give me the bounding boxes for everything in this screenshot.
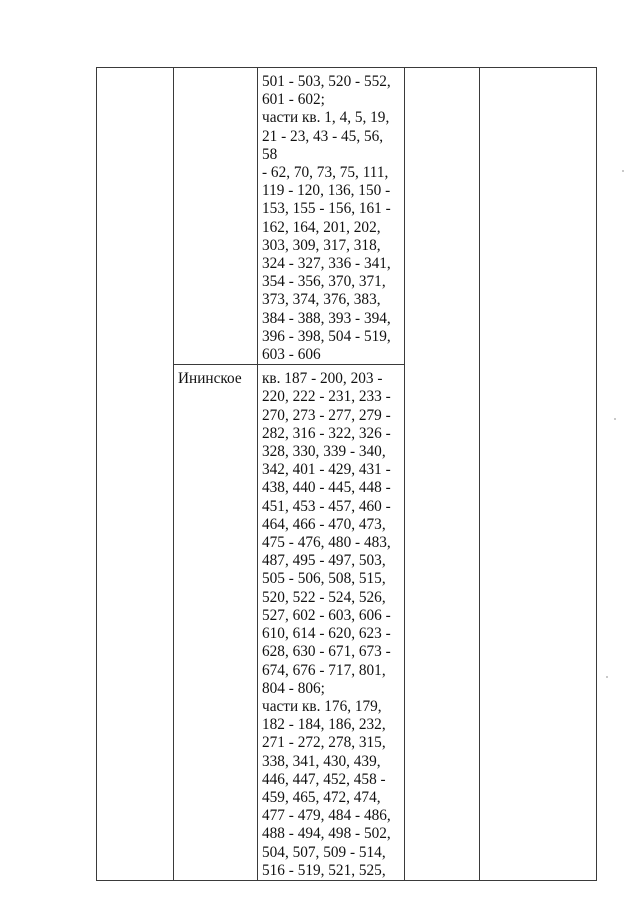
scan-artifact xyxy=(622,170,624,172)
quarters-text: 501 - 503, 520 - 552, 601 - 602; части кв. 1, 4, 5, 19, 21 - 23, 43 - 45, 56, 58 - 62, 70, 73, 75, 111, 119 - 120, 136, 150 - 153, 155 - 156, 161 - 162, 164, 201, 202, 303, 309, 317, 318, 324 - 327, 336 - 341, 354 - 356, 370, 371, 373, 374, 376, 383, 384 - 388, 393 - 394, 396 - 398, 504 - 519, 603 - 606 xyxy=(262,73,391,364)
table-cell-empty xyxy=(174,68,258,365)
quarters-text: кв. 187 - 200, 203 - 220, 222 - 231, 233 - 270, 273 - 277, 279 - 282, 316 - 322, 326 - 328, 330, 339 - 340, 342, 401 - 429, 431 - 438, 440 - 445, 448 - 451, 453 - 457, 460 - 464, 466 - 470, 473, 475 - 476, 480 - 483, 487, 495 - 497, 503, 505 - 506, 508, 515, 520, 522 - 524, 526, 527, 602 - 603, 606 - 610, 614 - 620, 623 - 628, 630 - 671, 673 - 674, 676 - 717, 801, 804 - 806; части кв. 176, 179, 182 - 184, 186, 232, 271 - 272, 278, 315, 338, 341, 430, 439, 446, 447, 452, 458 - 459, 465, 472, 474, 477 - 479, 484 - 486, 488 - 494, 498 - 502, 504, 507, 509 - 514, 516 - 519, 521, 525, xyxy=(262,370,391,879)
table-cell-empty xyxy=(480,68,597,881)
table-cell-quarters xyxy=(258,365,405,881)
area-name: Ининское xyxy=(178,370,242,388)
scan-artifact xyxy=(614,418,616,420)
forest-quarters-table xyxy=(96,67,597,881)
table-cell-empty xyxy=(97,68,174,881)
table-cell-empty xyxy=(405,68,480,881)
table-cell-area xyxy=(174,365,258,881)
table-row xyxy=(97,68,597,365)
scan-artifact xyxy=(606,676,608,678)
table-cell-quarters xyxy=(258,68,405,365)
